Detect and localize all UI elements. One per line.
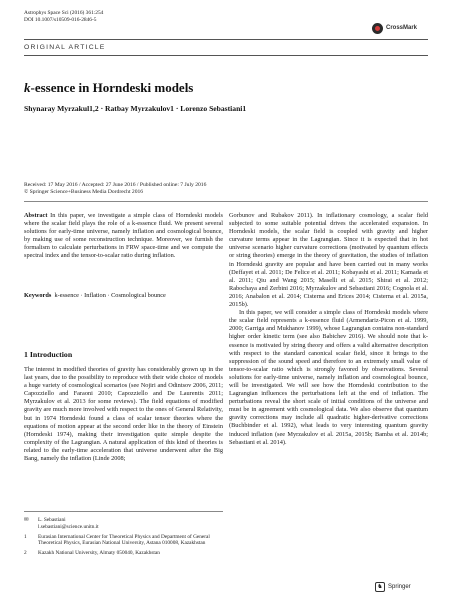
header-rule-bottom (24, 55, 428, 56)
abstract-label: Abstract (24, 212, 48, 219)
intro-left-column (24, 366, 223, 463)
affiliations (24, 517, 223, 560)
journal-citation (24, 10, 103, 24)
springer-horse-icon: ♞ (375, 582, 385, 592)
dates-line: Received: 17 May 2016 / Accepted: 27 June 2016 / Published online: 7 July 2016 (24, 182, 207, 188)
affiliation-1-text: Eurasian International Center for Theoretical Physics and Department of General Theoretical Physics, Eurasian National University, Astana 010008, Kazakhstan (38, 533, 210, 547)
right-paragraph-2: In this paper, we will consider a simple class of Horndeski models where the scalar field represents a k-essence fluid (Armendariz-Picon et al. 1999, 2000; Garriga and Mukhanov 1999), whose Lagrangian contains non-standard higher order kinetic term (see also Babichev 2016). We should note that k-essence is motivated by string theory and offers a valid alternative description with respect to the standard canonical scalar field, since it brings to the suppression of the sound speed and therefore to an extremely small value of tensor-to-scalar ratio which is strongly favored by observations. Several solutions for early-time universe, namely inflation and cosmological bounce, will be investigated. We will see how the Horndeski contribution to the Lagrangian influences the perturbations left at the end of inflation. The perturbations reveal the short scale of initial conditions of the universe and must be in agreement with cosmological data. We also observe that quantum gravity corrections may include all quadratic higher-derivative corrections (Buchbinder et al. 1992), what leads to very interesting quantum gravity induced inflation (see Myrzakulov et al. 2015a, 2015b; Bamba et al. 2014b; Sebastiani et al. 2014). (229, 309, 428, 446)
crossmark-badge[interactable] (372, 22, 427, 34)
keywords-label: Keywords (24, 292, 52, 299)
keywords (24, 292, 166, 299)
journal-doi: DOI 10.1007/s10509-016-2846-5 (24, 17, 97, 23)
publication-dates (24, 182, 206, 196)
envelope-icon: ✉ (24, 517, 29, 523)
crossmark-icon (372, 23, 383, 34)
affiliation-0 (24, 517, 223, 531)
right-paragraph-1: Gorbunov and Rubakov 2011). In inflationary cosmology, a scalar field subjected to some suitable potential drives the accelerated expansion. In Horndeski models, the scalar field is coupled with gravity and higher curvature terms appear in the Lagrangian. Since it is expected that in hot universe scenario higher curvature corrections (motivated by quantum effects or string theories) emerge in the theory of gravitation, the studies of inflation in Horndeski gravity are popular and have been carried out in many works (Deffayet et al. 2011; De Felice et al. 2011; Kobayashi et al. 2011; Kamada et al. 2011; Qiu and Wang 2015; Maselli et al. 2015; Shirai et al. 2012; Rabochaya and Zerbini 2016; Myrzakulov and Sebastiani 2016; Cognola et al. 2016; Anabalon et al. 2014; Cisterna and Erices 2014; Cisterna et al. 2015a, 2015b). (229, 212, 428, 309)
abstract-text: In this paper, we investigate a simple class of Horndeski models where the scalar field plays the role of a k-essence fluid. We present several solutions for early-time universe, namely inflation and cosmological bounce, by making use of some reconstruction technique. Moreover, we furnish the formalism to calculate perturbations in FRW space-time and we compute the spectral index and the tensor-to-scalar ratio during inflation. (24, 212, 223, 260)
article-title (24, 80, 193, 96)
publisher-name: Springer (388, 584, 411, 590)
title-rest: -essence in Horndeski models (30, 80, 194, 95)
right-column (229, 212, 428, 447)
header-rule-top (24, 39, 428, 40)
corresponding-author: L. Sebastiani l.sebastiani@science.unitn.it (38, 517, 99, 530)
copyright-line: © Springer Science+Business Media Dordrecht 2016 (24, 189, 144, 196)
publisher-logo (375, 582, 411, 592)
title-italic: k (24, 80, 31, 95)
section-heading-introduction: 1 Introduction (24, 350, 73, 359)
intro-paragraph: The interest in modified theories of gravity has considerably grown up in the last years, due to the possibility to reproduce with their wide choice of models a huge variety of cosmological scenarios (see Nojiri and Odintsov 2006, 2011; Capozziello and Faraoni 2010; Capozziello and De Laurentis 2011; Myrzakulov et al. 2013 for some reviews). The field equations of modified gravity are much more involved with respect to the ones of General Relativity, but in 1974 Horndeski found a class of scalar tensor theories where the equations of motion appear at the second order like in the theory of Einstein (Horndeski 1974), making their investigation quite simple despite the complexity of the Lagrangian. A natural application of this kind of theories is related to the early-time acceleration that universe underwent after the Big Bang, namely the inflation (Linde 2008; (24, 366, 223, 463)
affiliation-1-mark: 1 (24, 533, 27, 540)
crossmark-label: CrossMark (386, 25, 418, 31)
affiliation-2 (24, 550, 223, 557)
affiliation-2-mark: 2 (24, 550, 27, 557)
dates-rule (24, 201, 428, 202)
keywords-text: k-essence · Inflation · Cosmological bounce (54, 292, 166, 299)
journal-line-1: Astrophys Space Sci (2016) 361:254 (24, 10, 104, 16)
author-list: Shynaray Myrzakul1,2 · Ratbay Myrzakulov1 · Lorenzo Sebastiani1 (24, 104, 247, 113)
affiliation-1 (24, 534, 223, 548)
article-type: ORIGINAL ARTICLE (24, 44, 106, 51)
footnote-rule (24, 511, 223, 512)
affiliation-2-text: Kazakh National University, Almaty 050040, Kazakhstan (38, 550, 160, 557)
abstract (24, 212, 223, 261)
